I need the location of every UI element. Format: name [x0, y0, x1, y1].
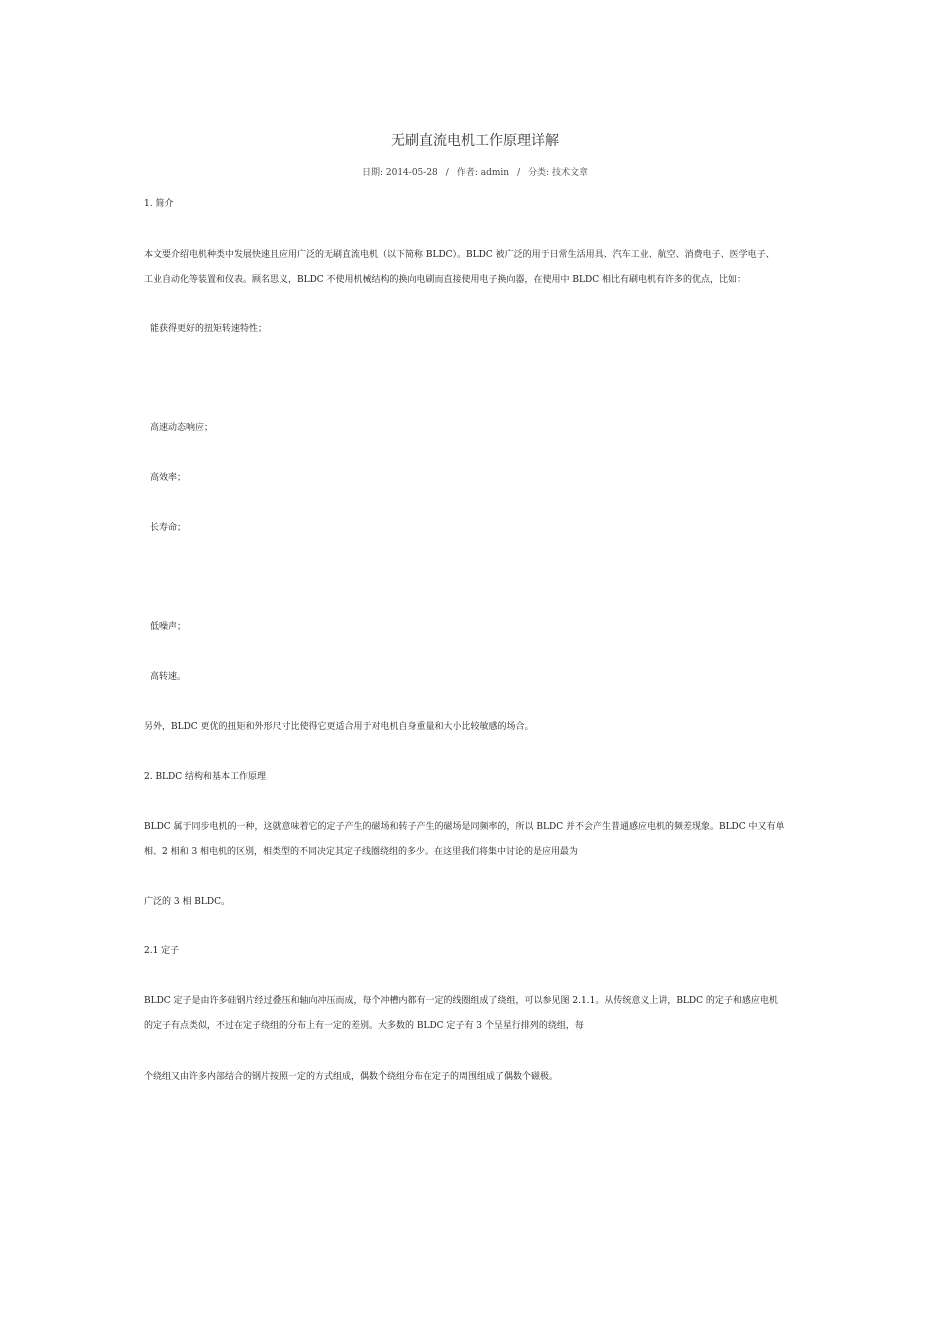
article-meta [0, 167, 950, 179]
section-heading-intro: 1. 简介 [144, 199, 174, 209]
structure-paragraph-line: 广泛的 3 相 BLDC。 [144, 897, 231, 907]
advantage-item: 低噪声； [150, 622, 187, 632]
advantage-item: 高效率； [150, 473, 187, 483]
meta-separator: / [445, 168, 449, 178]
meta-date: 日期: 2014-05-28 [361, 168, 438, 178]
advantage-item: 能获得更好的扭矩转速特性； [150, 324, 268, 334]
intro-paragraph-line: 工业自动化等装置和仪表。顾名思义，BLDC 不使用机械结构的换向电刷而直接使用电子换向器，在使用中 BLDC 相比有刷电机有许多的优点，比如： [144, 275, 746, 285]
article-title: 无刷直流电机工作原理详解 [391, 133, 559, 149]
meta-category: 分类: 技术文章 [528, 168, 589, 178]
stator-paragraph-line: 的定子有点类似，不过在定子绕组的分布上有一定的差别。大多数的 BLDC 定子有 3 个呈星行排列的绕组，每 [144, 1021, 584, 1031]
section-heading-stator: 2.1 定子 [144, 946, 180, 956]
structure-paragraph-line: BLDC 属于同步电机的一种，这就意味着它的定子产生的磁场和转子产生的磁场是同频率的，所以 BLDC 并不会产生普通感应电机的频差现象。BLDC 中又有单 [144, 822, 785, 832]
meta-author: 作者: admin [456, 168, 510, 178]
section-heading-structure: 2. BLDC 结构和基本工作原理 [144, 772, 267, 782]
advantage-item: 长寿命； [150, 523, 187, 533]
stator-paragraph-line: 个绕组又由许多内部结合的钢片按照一定的方式组成，偶数个绕组分布在定子的周围组成了偶数个磁极。 [144, 1072, 559, 1082]
advantage-item: 高转速。 [150, 672, 187, 682]
intro-paragraph-line: 本文要介绍电机种类中发展快速且应用广泛的无刷直流电机（以下简称 BLDC）。BLDC 被广泛的用于日常生活用具、汽车工业、航空、消费电子、医学电子、 [144, 250, 775, 260]
meta-separator: / [517, 168, 521, 178]
structure-paragraph-line: 相、2 相和 3 相电机的区别，相类型的不同决定其定子线圈绕组的多少。在这里我们将集中讨论的是应用最为 [144, 847, 579, 857]
stator-paragraph-line: BLDC 定子是由许多硅钢片经过叠压和轴向冲压而成，每个冲槽内都有一定的线圈组成了绕组，可以参见图 2.1.1。从传统意义上讲，BLDC 的定子和感应电机 [144, 996, 778, 1006]
summary-paragraph: 另外，BLDC 更优的扭矩和外形尺寸比使得它更适合用于对电机自身重量和大小比较敏感的场合。 [144, 722, 534, 732]
advantage-item: 高速动态响应； [150, 423, 214, 433]
